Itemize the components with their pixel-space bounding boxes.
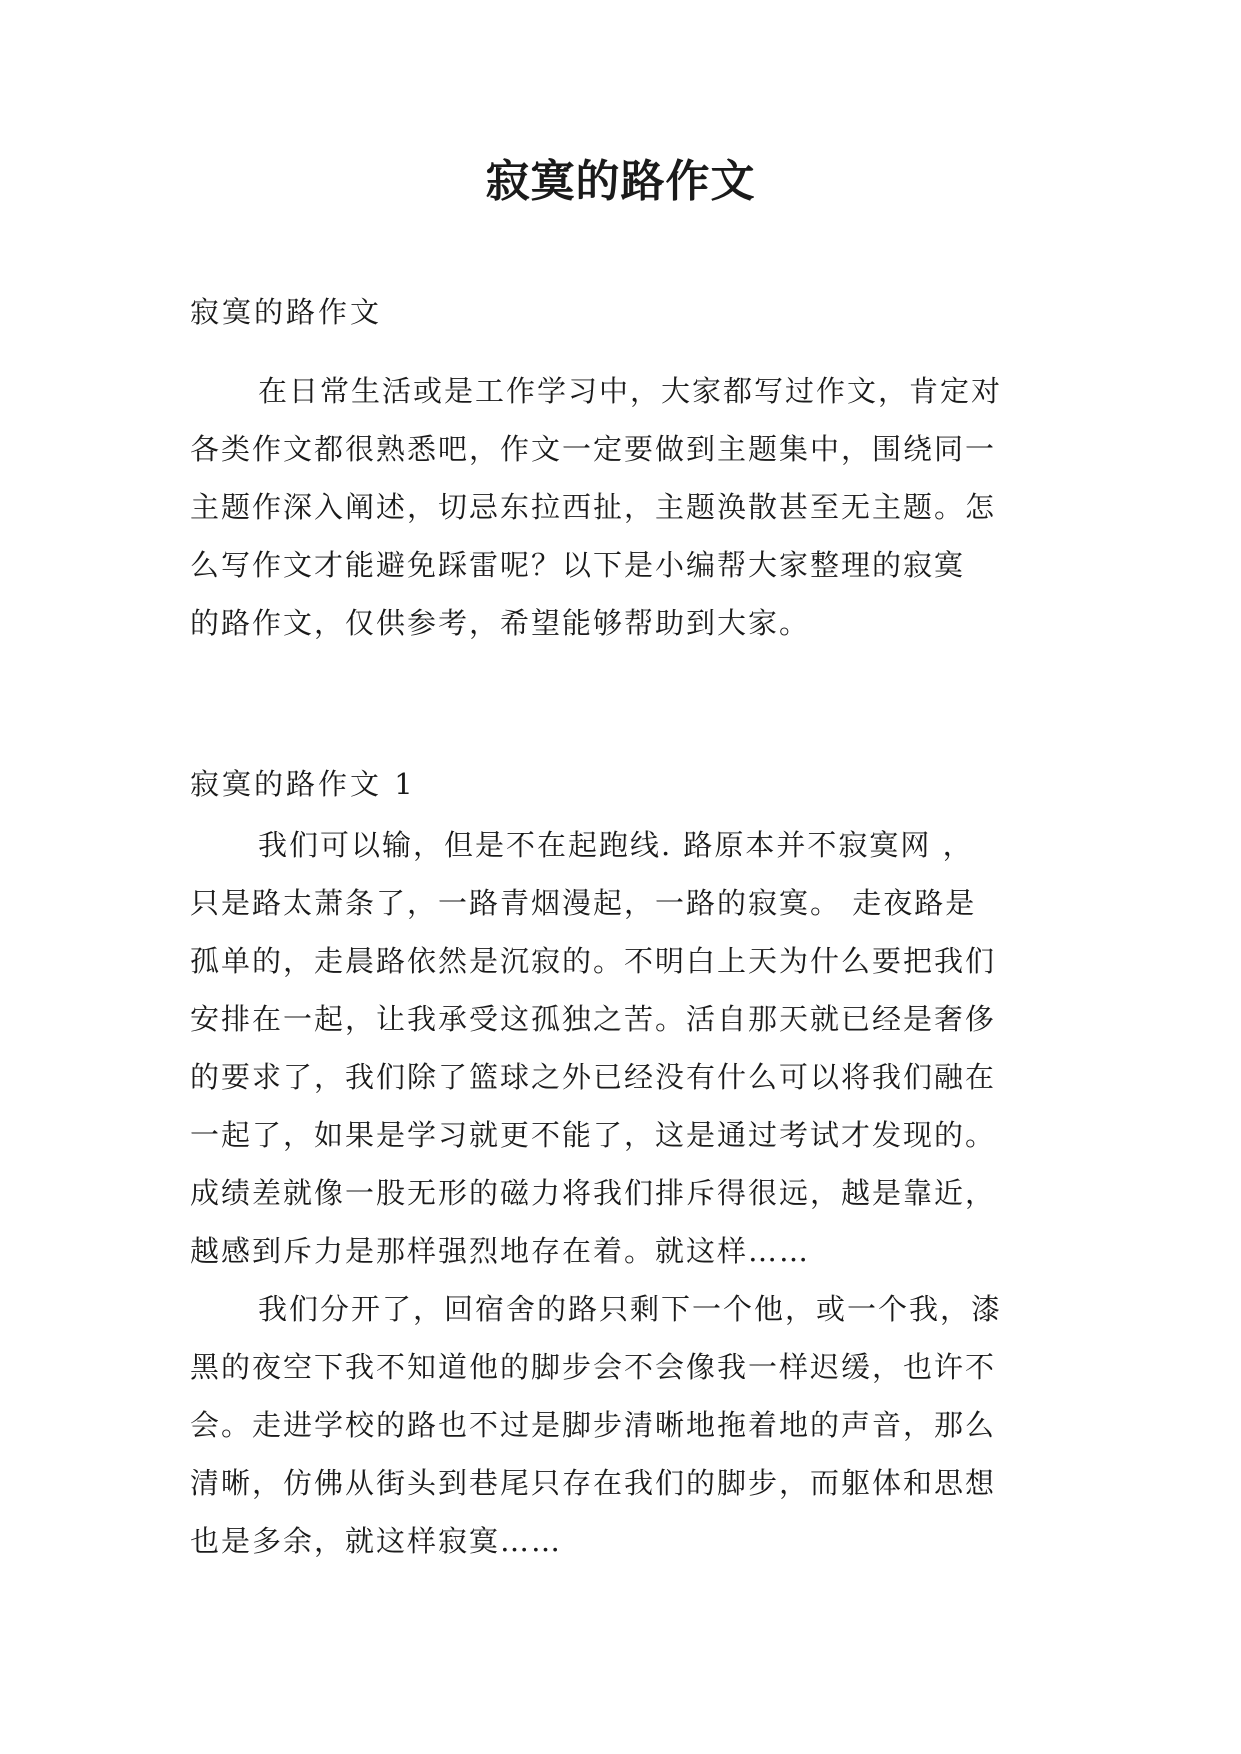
intro-line: 主题作深入阐述，切忌东拉西扯，主题涣散甚至无主题。怎 [190,490,997,524]
intro-line: 的路作文，仅供参考，希望能够帮助到大家。 [190,606,811,640]
intro-line: 各类作文都很熟悉吧，作文一定要做到主题集中，围绕同一 [190,432,997,466]
essay-line: 清晰，仿佛从街头到巷尾只存在我们的脚步，而躯体和思想 [190,1466,997,1500]
document-title: 寂寞的路作文 [485,156,756,207]
section-heading: 寂寞的路作文 1 [190,767,416,801]
document-subtitle: 寂寞的路作文 [190,295,383,329]
intro-paragraph [190,362,1060,652]
essay-line: 也是多余，就这样寂寞…… [190,1524,563,1558]
essay-line: 安排在一起，让我承受这孤独之苦。活自那天就已经是奢侈 [190,1002,997,1036]
essay-line: 我们分开了，回宿舍的路只剩下一个他，或一个我，漆 [258,1292,1003,1326]
essay-line: 的要求了，我们除了篮球之外已经没有什么可以将我们融在 [190,1060,997,1094]
essay-paragraph-2 [190,1280,1060,1570]
essay-line: 一起了，如果是学习就更不能了，这是通过考试才发现的。 [190,1118,997,1152]
essay-line: 只是路太萧条了，一路青烟漫起，一路的寂寞。 走夜路是 [190,886,977,920]
intro-line: 在日常生活或是工作学习中，大家都写过作文，肯定对 [258,374,1003,408]
essay-line: 我们可以输，但是不在起跑线. 路原本并不寂寞网 ， [258,828,974,862]
essay-paragraph-1 [190,816,1060,1280]
essay-line: 成绩差就像一股无形的磁力将我们排斥得很远，越是靠近， [190,1176,997,1210]
essay-line: 黑的夜空下我不知道他的脚步会不会像我一样迟缓，也许不 [190,1350,997,1384]
essay-line: 孤单的，走晨路依然是沉寂的。不明白上天为什么要把我们 [190,944,997,978]
essay-line: 越感到斥力是那样强烈地存在着。就这样…… [190,1234,811,1268]
essay-line: 会。走进学校的路也不过是脚步清晰地拖着地的声音，那么 [190,1408,997,1442]
intro-line: 么写作文才能避免踩雷呢？以下是小编帮大家整理的寂寞 [190,548,966,582]
